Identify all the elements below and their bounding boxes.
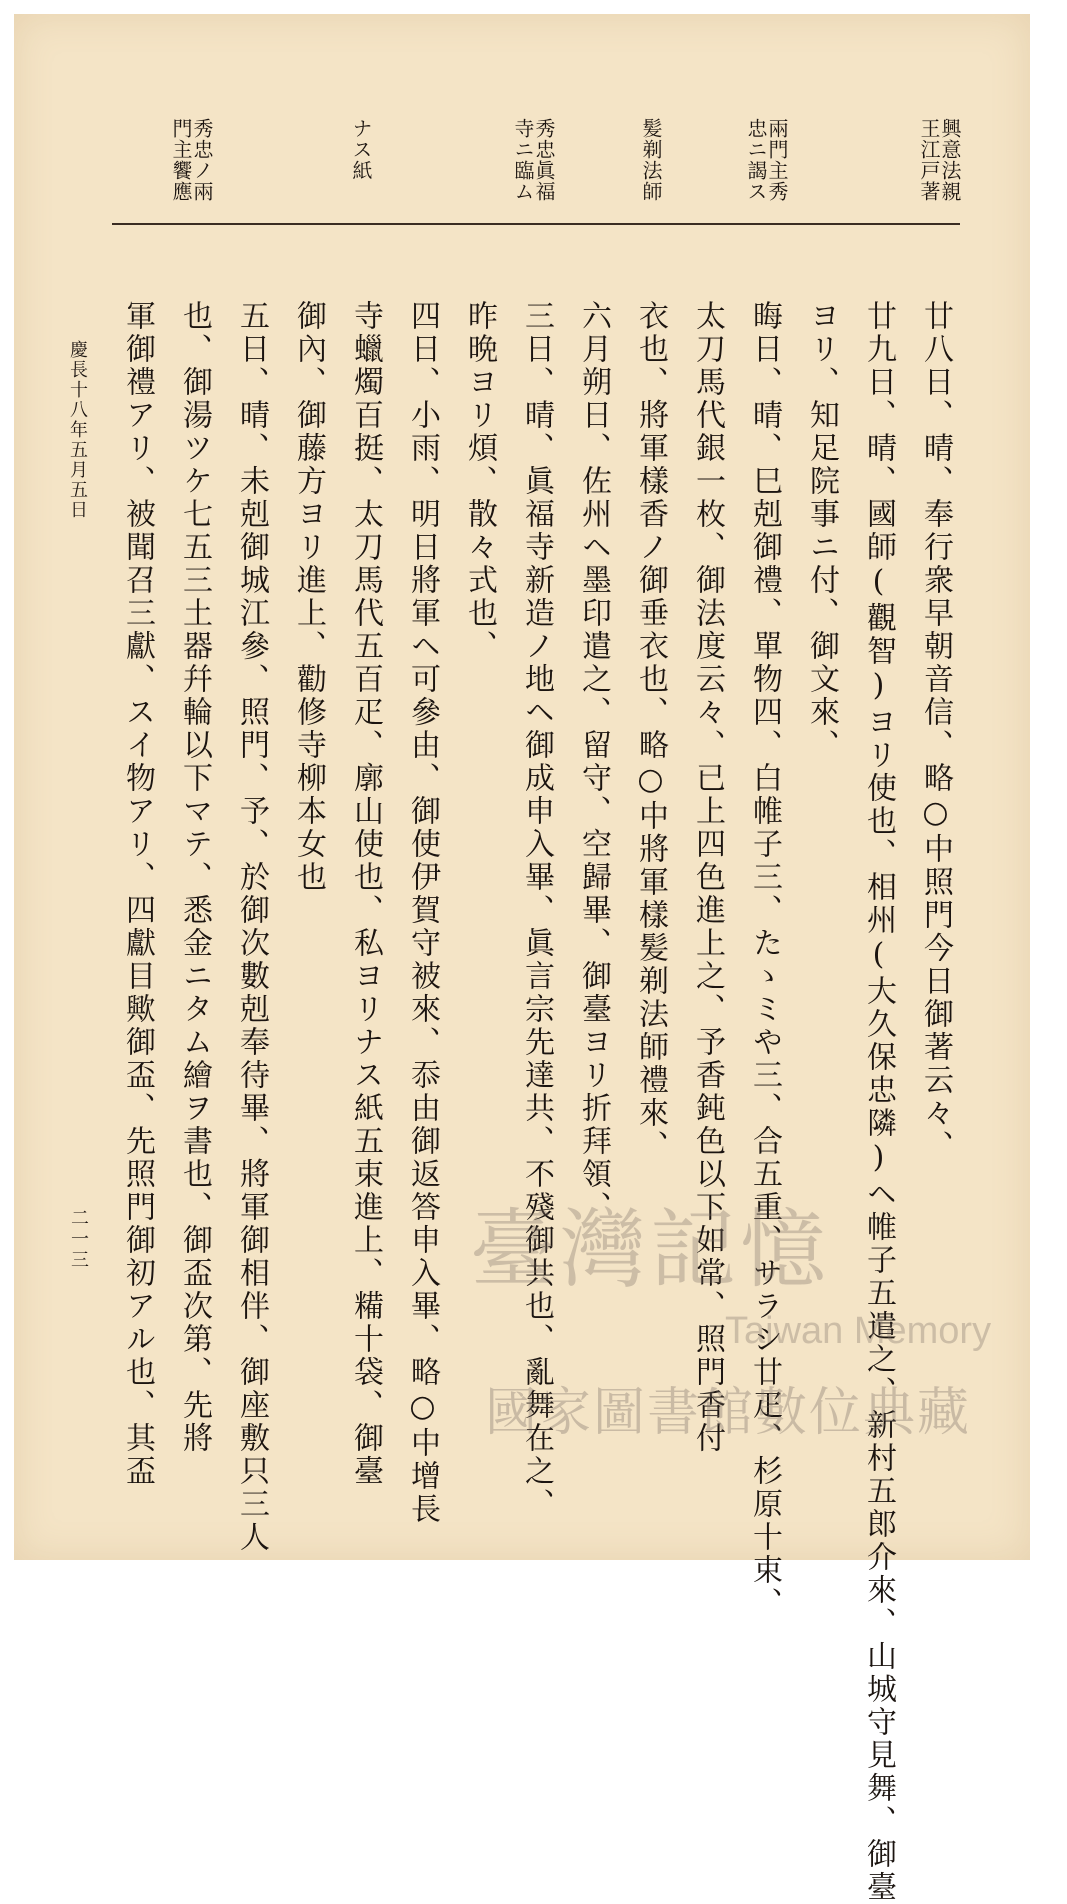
margin-note-3: [640, 118, 661, 213]
margin-note-1-line-2: 王江戸著: [917, 118, 941, 202]
margin-note-6: [170, 118, 212, 213]
page-number: 二一三: [68, 1208, 89, 1271]
body-column-3: ヨリ、知足院事ニ付、御文來、: [804, 300, 839, 762]
body-column-8: 三日、晴、眞福寺新造ノ地ヘ御成申入畢、眞言宗先達共、不殘御共也、亂舞在之、: [519, 300, 554, 1521]
margin-note-4: [512, 118, 554, 213]
body-column-15: 軍御禮アリ、被聞召三獻、スイ物アリ、四獻目歟御盃、先照門御初アル也、其盃: [120, 300, 155, 1488]
watermark-organization: 國家圖書館數位典藏: [485, 1383, 972, 1443]
body-column-14: 也、御湯ツケ七五三土器幷輪以下マテ、悉金ニタム繪ヲ書也、御盃次第、先將: [177, 300, 212, 1455]
watermark-english: Taiwan Memory: [725, 1310, 992, 1352]
margin-note-5-line-1: ナス紙: [349, 118, 373, 181]
body-column-13: 五日、晴、未剋御城江參、照門、予、於御次數剋奉待畢、將軍御相伴、御座敷只三人: [234, 300, 269, 1554]
body-column-5: 太刀馬代銀一枚、御法度云々、已上四色進上之、予香鈍色以下如常、照門香付: [690, 300, 725, 1455]
body-column-12: 御內、御藤方ヨリ進上、勸修寺柳本女也: [291, 300, 326, 894]
body-column-9: 昨晩ヨリ煩、散々式也、: [462, 300, 497, 663]
margin-note-4-line-2: 寺ニ臨ム: [511, 118, 535, 202]
margin-note-2: [745, 118, 787, 213]
body-column-10: 四日、小雨、明日將軍ヘ可參由、御使伊賀守被來、忝由御返答申入畢、略○中增長: [405, 300, 440, 1526]
margin-note-6-line-1: 秀忠ノ兩: [190, 118, 214, 202]
margin-note-1-line-1: 興意法親: [938, 118, 962, 202]
body-column-2: 廿九日、晴、國師(觀智)ヨリ使也、相州(大久保忠隣)ヘ帷子五遣之、新村五郎介來、山城守見舞、御臺: [861, 300, 896, 1904]
body-column-6: 衣也、將軍樣香ノ御垂衣也、略○中將軍樣髪剃法師禮來、: [633, 300, 668, 1163]
body-column-11: 寺蠟燭百挺、太刀馬代五百疋、廓山使也、私ヨリナス紙五束進上、糒十袋、御臺: [348, 300, 383, 1488]
margin-note-3-line-1: 髪剃法師: [639, 118, 663, 202]
margin-note-5: [350, 118, 371, 213]
margin-note-2-line-2: 忠ニ謁ス: [744, 118, 768, 202]
header-divider-line: [112, 223, 960, 225]
body-column-7: 六月朔日、佐州ヘ墨印遣之、留守、空歸畢、御臺ヨリ折拜領、: [576, 300, 611, 1224]
body-column-4: 晦日、晴、巳剋御禮、單物四、白帷子三、たゝミや三、合五重、サラシ廿疋、杉原十束、: [747, 300, 782, 1620]
margin-note-1: [918, 118, 960, 213]
margin-note-2-line-1: 兩門主秀: [765, 118, 789, 202]
margin-note-6-line-2: 門主饗應: [169, 118, 193, 202]
margin-note-4-line-1: 秀忠眞福: [532, 118, 556, 202]
watermark-chinese: 臺灣記憶: [470, 1200, 830, 1300]
body-column-1: 廿八日、晴、奉行衆早朝音信、略○中照門今日御著云々、: [918, 300, 953, 1163]
running-date-label: 慶長十八年五月五日: [67, 340, 88, 520]
